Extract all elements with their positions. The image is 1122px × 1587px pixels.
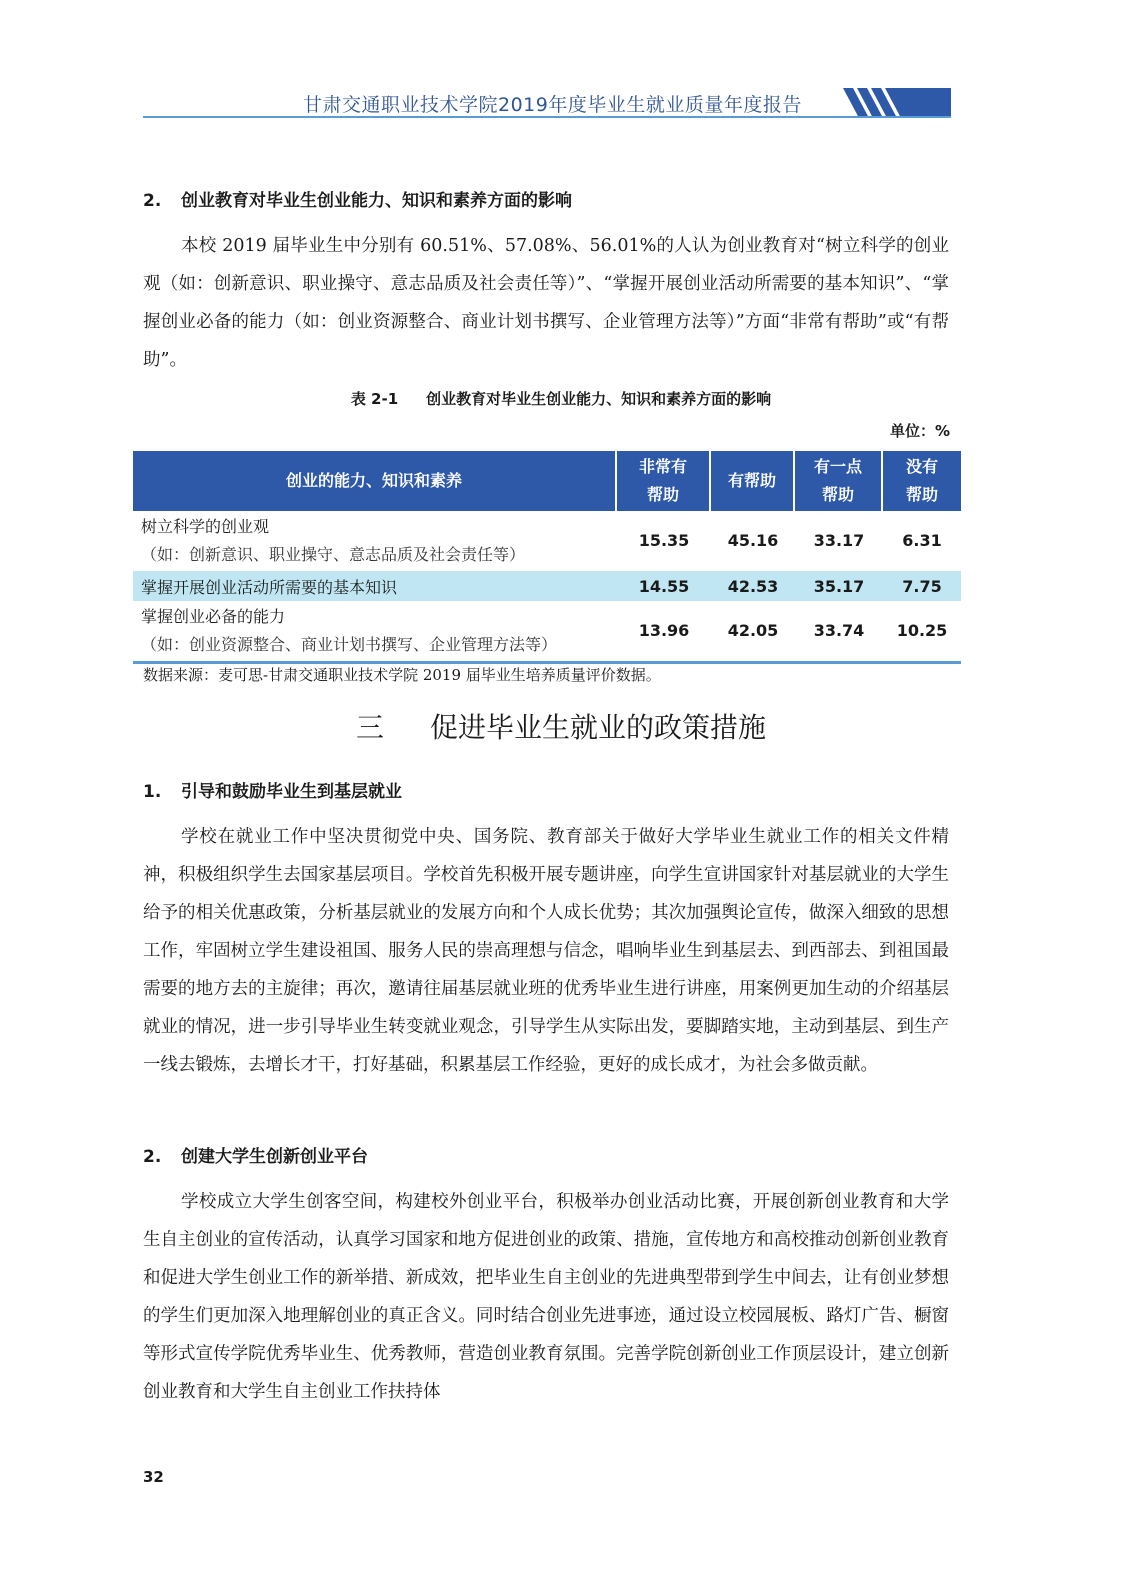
cell-helpful: 45.16 (727, 531, 779, 550)
section-number: 2. (143, 191, 162, 211)
cell-helpful: 42.53 (711, 571, 795, 601)
chapter-heading (0, 706, 1122, 746)
header-somewhat-helpful: 有一点 帮助 (795, 451, 883, 511)
paragraph-platform: 学校成立大学生创客空间，构建校外创业平台，积极举办创业活动比赛，开展创新创业教育和大学生自主创业的宣传活动，认真学习国家和地方促进创业的政策、措施，宣传地方和高校推动创新创业教育和促进大学生创业工作的新举措、新成效，把毕业生自主创业的先进典型带到学生中间去，让有创业梦想的学生们更加深入地理解创业的真正含义。同时结合创业先进事迹，通过设立校园展板、路灯广告、橱窗等形式宣传学院优秀毕业生、优秀教师，营造创业教育氛围。完善学院创新创业工作顶层设计，建立创新创业教育和大学生自主创业工作扶持体 (143, 1192, 949, 1402)
impact-table (133, 451, 961, 664)
section-number: 1. (143, 782, 162, 802)
page-number: 32 (143, 1468, 164, 1486)
table-caption-label: 表 2-1 (350, 390, 399, 408)
page-header (143, 88, 951, 120)
row-label: 树立科学的创业观 （如：创新意识、职业操守、意志品质及社会责任等） (141, 517, 526, 564)
cell-somewhat-helpful: 33.17 (813, 531, 865, 550)
cell-somewhat-helpful: 33.74 (795, 601, 883, 664)
cell-very-helpful: 13.96 (617, 601, 711, 664)
table-caption-title: 创业教育对毕业生创业能力、知识和素养方面的影响 (426, 390, 772, 408)
cell-not-helpful: 10.25 (883, 601, 961, 664)
cell-not-helpful: 7.75 (883, 571, 961, 601)
section-title: 创建大学生创新创业平台 (181, 1147, 368, 1167)
header-very-helpful: 非常有 帮助 (617, 451, 711, 511)
section-heading-platform (143, 1142, 368, 1167)
header-helpful: 有帮助 (711, 451, 795, 511)
row-label: 掌握创业必备的能力 （如：创业资源整合、商业计划书撰写、企业管理方法等） (133, 601, 617, 664)
section-title: 创业教育对毕业生创业能力、知识和素养方面的影响 (181, 191, 572, 211)
header-ability: 创业的能力、知识和素养 (133, 451, 617, 511)
header-rule (143, 116, 951, 118)
cell-not-helpful: 6.31 (902, 531, 942, 550)
cell-very-helpful: 14.55 (617, 571, 711, 601)
section-number: 2. (143, 1147, 162, 1167)
paragraph-impact: 本校 2019 届毕业生中分别有 60.51%、57.08%、56.01%的人认为创业教育对“树立科学的创业观（如：创新意识、职业操守、意志品质及社会责任等）”、“掌握开展创业活动所需要的基本知识”、“掌握创业必备的能力（如：创业资源整合、商业计划书撰写、企业管理方法等）”方面“非常有帮助”或“有帮助”。 (143, 236, 949, 370)
cell-very-helpful: 15.35 (638, 531, 690, 550)
section-title: 引导和鼓励毕业生到基层就业 (181, 782, 402, 802)
paragraph-grassroots: 学校在就业工作中坚决贯彻党中央、国务院、教育部关于做好大学毕业生就业工作的相关文件精神，积极组织学生去国家基层项目。学校首先积极开展专题讲座，向学生宣讲国家针对基层就业的大学生给予的相关优惠政策，分析基层就业的发展方向和个人成长优势；其次加强舆论宣传，做深入细致的思想工作，牢固树立学生建设祖国、服务人民的崇高理想与信念，唱响毕业生到基层去、到西部去、到祖国最需要的地方去的主旋律；再次，邀请往届基层就业班的优秀毕业生进行讲座，用案例更加生动的介绍基层就业的情况，进一步引导毕业生转变就业观念，引导学生从实际出发，要脚踏实地，主动到基层、到生产一线去锻炼，去增长才干，打好基础，积累基层工作经验，更好的成长成才，为社会多做贡献。 (143, 827, 949, 1075)
table-row (133, 601, 961, 664)
table-row (133, 571, 961, 601)
table-caption (0, 388, 1122, 409)
table-row (133, 511, 961, 571)
header-title: 甘肃交通职业技术学院2019年度毕业生就业质量年度报告 (303, 94, 802, 116)
chapter-number: 三 (355, 711, 384, 744)
table-unit: 单位：% (889, 422, 950, 440)
header-not-helpful: 没有 帮助 (883, 451, 961, 511)
table-header-row (133, 451, 961, 511)
header-stripes-decoration (843, 88, 951, 118)
section-heading-grassroots (143, 777, 402, 802)
section-heading-impact (143, 186, 572, 211)
chapter-title: 促进毕业生就业的政策措施 (430, 711, 767, 744)
cell-helpful: 42.05 (711, 601, 795, 664)
data-source-note: 数据来源：麦可思-甘肃交通职业技术学院 2019 届毕业生培养质量评价数据。 (143, 666, 661, 684)
cell-somewhat-helpful: 35.17 (795, 571, 883, 601)
row-label: 掌握开展创业活动所需要的基本知识 (133, 571, 617, 601)
